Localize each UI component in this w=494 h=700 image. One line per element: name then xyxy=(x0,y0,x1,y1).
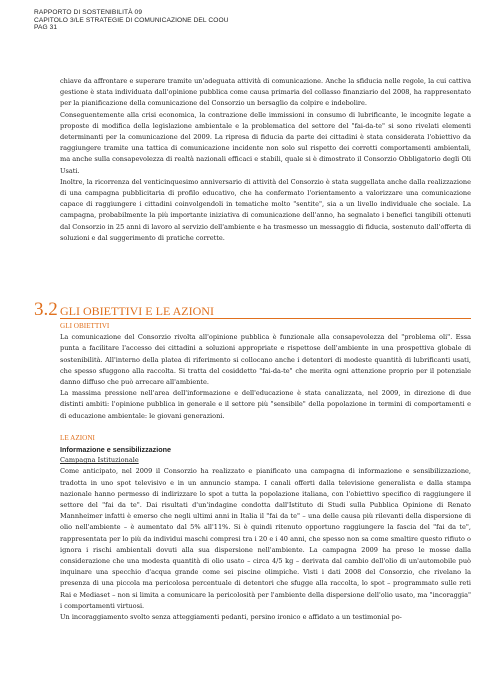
section-body xyxy=(60,321,471,623)
section-divider xyxy=(60,318,471,319)
subheading-campaign: Campagna Istituzionale xyxy=(60,456,139,465)
intro-text xyxy=(60,76,471,244)
running-header xyxy=(34,9,229,32)
page-number: PAG 31 xyxy=(34,24,58,32)
section-title: GLI OBIETTIVI E LE AZIONI xyxy=(60,304,214,318)
actions-paragraph-2: Un incoraggiamento svolto senza atteggiamenti pedanti, persino ironico e affidato a un testimonial po- xyxy=(60,613,402,622)
actions-paragraph-1: Come anticipato, nel 2009 il Consorzio ha realizzato e pianificato una campagna di informazione e sensibilizzazione, tradotta in uno spot televisivo e in un annuncio stampa. I canali offerti dalla televisione generalista e dalla stampa nazionale hanno permesso di indirizzare lo spot a tutta la popolazione italiana, con l'obiettivo specifico di raggiungere il settore del "fai da te". Dai risultati d'un'indagine condotta dall'Istituto di Studi sulla Pubblica Opinione di Renato Mannheimer infatti è emerso che negli ultimi anni in Italia il "fai da te" – una delle causa più rilevanti della dispersione di olio nell'ambiente – è aumentato dal 5% all'11%. Si è quindi ritenuto opportuno raggiungere la fascia del "fai da te", rappresentata per lo più da individui maschi compresi tra i 20 e i 40 anni, che spesso non sa come smaltire questo rifiuto o ignora i rischi ambientali dovuti alla sua dispersione nell'ambiente. La campagna 2009 ha preso le mosse dalla considerazione che una modesta quantità di olio usato – circa 4/5 kg – derivata dal cambio dell'olio di un'automobile può inquinare una specchio d'acqua grande come sei piscine olimpiche. Visti i dati 2008 del Consorzio, che rivelano la presenza di una piccola ma pericolosa percentuale di detentori che sfugge alla raccolta, lo spot – programmato sulle reti Rai e Mediaset – non si limita a comunicare la pericolosità per l'ambiente della dispersione dell'olio usato, ma "incoraggia" i comportamenti virtuosi. xyxy=(60,467,471,610)
chapter-title: CAPITOLO 3/LE STRATEGIE DI COMUNICAZIONE DEL COOU xyxy=(34,16,229,24)
report-title: RAPPORTO DI SOSTENIBILITÀ 09 xyxy=(34,9,143,16)
section-heading xyxy=(34,300,471,320)
subheading-objectives: GLI OBIETTIVI xyxy=(60,322,110,330)
objectives-paragraph-1: La comunicazione del Consorzio rivolta all'opinione pubblica è funzionale alla consapevolezza del "problema oli". Essa punta a facilitare l'accesso dei cittadini a soluzioni appropriate e rispettose dell'ambiente in una prospettiva globale di sostenibilità. All'interno della platea di riferimento si collocano anche i detentori di modeste quantità di lubrificanti usati, che spesso sfuggono alla raccolta. Si tratta del cosiddetto "fai-da-te" che merita ogni attenzione proprio per il potenziale danno diffuso che può arrecare all'ambiente. xyxy=(60,333,471,387)
subheading-actions: LE AZIONI xyxy=(60,433,95,442)
section-number: 3.2 xyxy=(34,299,58,320)
objectives-paragraph-2: La massima pressione nell'area dell'informazione e dell'educazione è stata canalizzata, nel 2009, in direzione di due distinti ambiti: l'opinione pubblica in generale e il settore più "sensibile" della popolazione in termini di comportamenti e di educazione ambientale: le giovani generazioni. xyxy=(60,389,471,420)
subheading-information: Informazione e sensibilizzazione xyxy=(60,445,172,455)
intro-paragraph-2: Conseguentemente alla crisi economica, la contrazione delle immissioni in consumo di lubrificante, le incognite legate a proposte di modifica della legislazione ambientale e la problematica del settore del "fai-da-te" si sono rivelati elementi determinanti per la comunicazione del 2009. La ripresa di fiducia da parte dei cittadini è stata considerata l'obiettivo da raggiungere tramite una tattica di comunicazione incidente non solo sul rispetto dei corretti comportamenti ambientali, ma anche sulla consapevolezza di realtà nazionali efficaci e stabili, quale si è dimostrato il Consorzio Obbligatorio degli Oli Usati. xyxy=(60,110,471,175)
intro-paragraph-3: Inoltre, la ricorrenza del venticinquesimo anniversario di attività del Consorzio è stata suggellata anche dalla realizzazione di una campagna pubblicitaria di profilo educativo, che ha confermato l'orientamento a valorizzare una comunicazione capace di raggiungere i cittadini coinvolgendoli in tematiche molto "sentite", sia a un livello individuale che sociale. La campagna, probabilmente la più importante iniziativa di comunicazione dell'anno, ha segnalato i benefici tangibili ottenuti dal Consorzio in 25 anni di lavoro al servizio dell'ambiente e ha trasmesso un messaggio di fiducia, sostenuto dall'offerta di soluzioni e dal suggerimento di pratiche corrette. xyxy=(60,177,471,242)
intro-paragraph-1: chiave da affrontare e superare tramite un'adeguata attività di comunicazione. Anche la sfiducia nelle regole, la cui cattiva gestione è stata individuata dall'opinione pubblica come causa primaria del collasso finanziario del 2008, ha rappresentato per la pianificazione della comunicazione del Consorzio un bersaglio da colpire e indebolire. xyxy=(60,77,471,108)
